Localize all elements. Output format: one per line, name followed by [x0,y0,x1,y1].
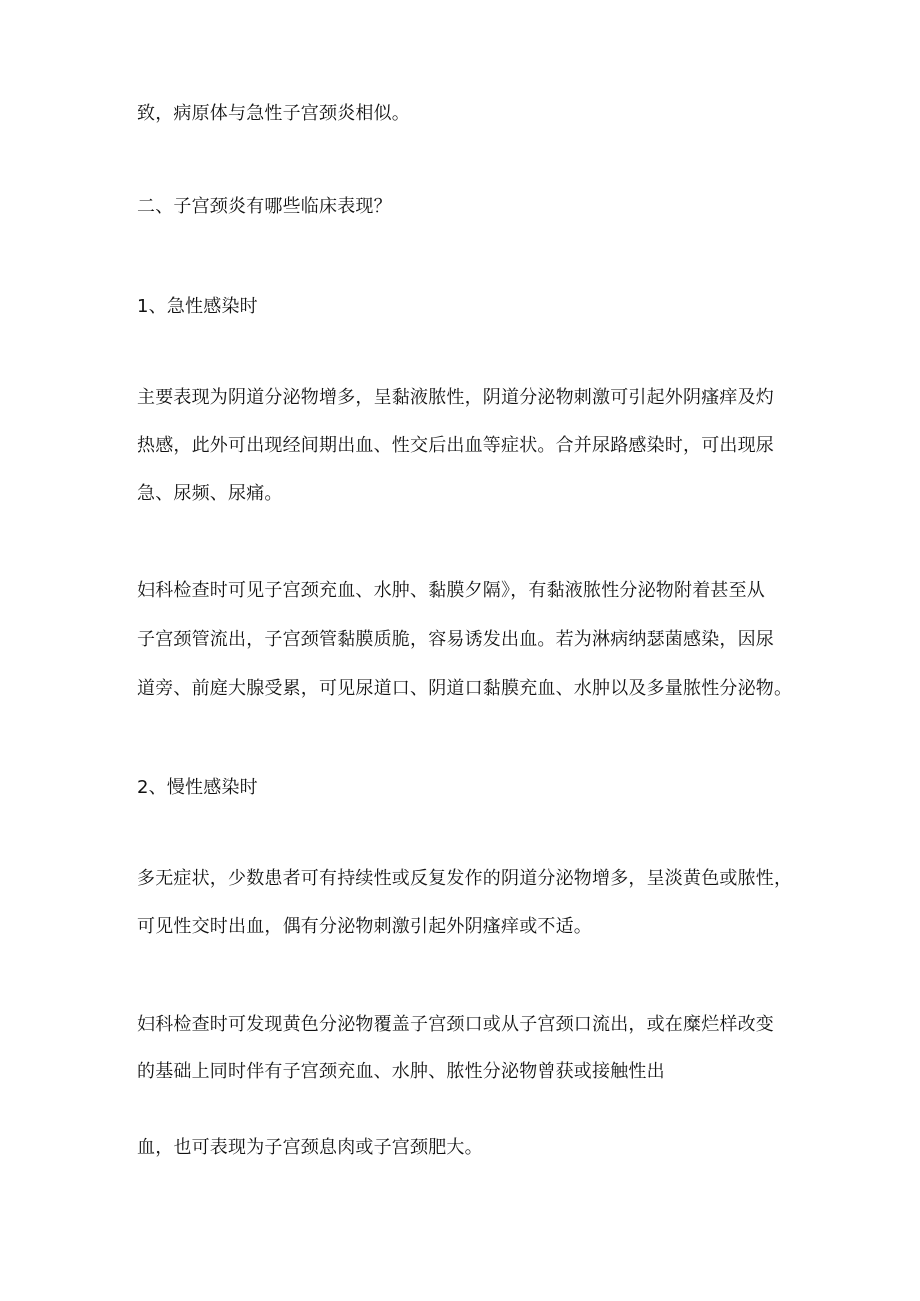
subheading-acute-infection: 1、急性感染时 [137,296,258,317]
paragraph-acute-symptoms-line-2: 热感，此外可出现经间期出血、性交后出血等症状。合并尿路感染时，可出现尿 [137,435,774,456]
paragraph-chronic-symptoms-line-2: 可见性交时出血，偶有分泌物刺激引起外阴瘙痒或不适。 [137,916,592,937]
paragraph-chronic-exam-line-3: 血，也可表现为子宫颈息肉或子宫颈肥大。 [137,1137,483,1158]
paragraph-acute-symptoms-line-1: 主要表现为阴道分泌物增多，呈黏液脓性，阴道分泌物刺激可引起外阴瘙痒及灼 [137,387,774,408]
paragraph-acute-exam-line-2: 子宫颈管流出，子宫颈管黏膜质脆，容易诱发出血。若为淋病纳瑟菌感染，因尿 [137,629,774,650]
paragraph-acute-exam-line-3: 道旁、前庭大腺受累，可见尿道口、阴道口黏膜充血、水肿以及多量脓性分泌物。 [137,678,793,699]
paragraph-line-continuation: 致，病原体与急性子宫颈炎相似。 [137,103,410,124]
paragraph-acute-exam-line-1: 妇科检查时可见子宫颈充血、水肿、黏膜夕隔》，有黏液脓性分泌物附着甚至从 [137,580,765,601]
paragraph-chronic-symptoms-line-1: 多无症状，少数患者可有持续性或反复发作的阴道分泌物增多，呈淡黄色或脓性， [137,868,793,889]
paragraph-chronic-exam-line-2: 的基础上同时伴有子宫颈充血、水肿、脓性分泌物曾获或接触性出 [137,1061,665,1082]
paragraph-acute-symptoms-line-3: 急、尿频、尿痛。 [137,483,283,504]
paragraph-chronic-exam-line-1: 妇科检查时可发现黄色分泌物覆盖子宫颈口或从子宫颈口流出，或在糜烂样改变 [137,1014,774,1035]
subheading-chronic-infection: 2、慢性感染时 [137,777,258,798]
section-heading-clinical-manifestations: 二、子宫颈炎有哪些临床表现？ [137,196,392,217]
